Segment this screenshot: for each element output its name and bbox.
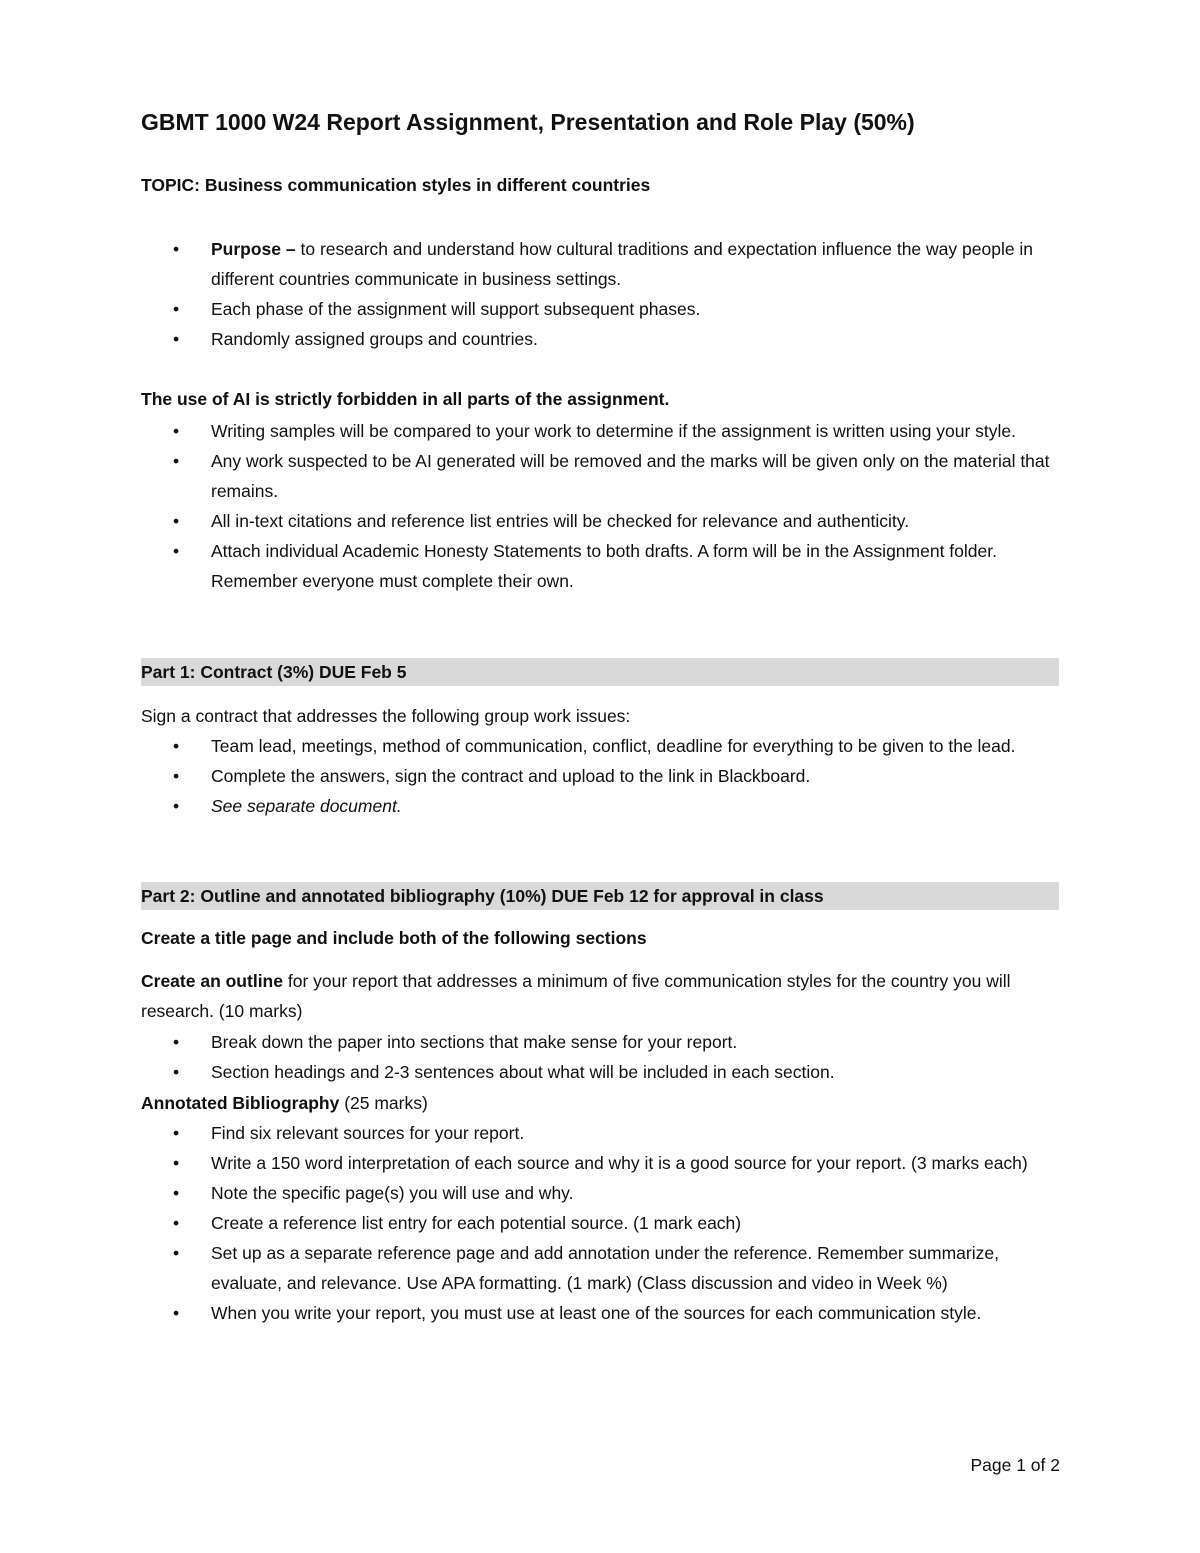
list-item-text: Any work suspected to be AI generated will be removed and the marks will be given only on the material that remains. bbox=[211, 451, 1050, 501]
part1-intro: Sign a contract that addresses the following group work issues: bbox=[141, 706, 631, 726]
part2-heading-bar bbox=[141, 882, 1059, 910]
bullet-icon: • bbox=[173, 1303, 180, 1323]
ai-policy-heading: The use of AI is strictly forbidden in all parts of the assignment. bbox=[141, 389, 670, 409]
list-item bbox=[141, 1238, 1059, 1298]
bullet-icon: • bbox=[173, 299, 180, 319]
list-item bbox=[141, 1148, 1059, 1178]
list-item-text: Team lead, meetings, method of communication, conflict, deadline for everything to be given to the lead. bbox=[211, 736, 1016, 756]
outline-bullet-list bbox=[141, 1027, 1059, 1087]
list-item bbox=[141, 791, 1059, 821]
list-item-text: When you write your report, you must use at least one of the sources for each communication style. bbox=[211, 1303, 982, 1323]
list-item bbox=[141, 1208, 1059, 1238]
bullet-icon: • bbox=[173, 511, 180, 531]
list-item-text: Randomly assigned groups and countries. bbox=[211, 329, 538, 349]
bullet-icon: • bbox=[173, 1062, 180, 1082]
list-item bbox=[141, 761, 1059, 791]
bullet-icon: • bbox=[173, 1032, 180, 1052]
outline-text: for your report that addresses a minimum of five communication styles for the country you will research. (10 marks) bbox=[141, 971, 1011, 1021]
document-title: GBMT 1000 W24 Report Assignment, Presentation and Role Play (50%) bbox=[141, 109, 915, 135]
list-item bbox=[141, 1298, 1059, 1328]
list-item-text: Break down the paper into sections that make sense for your report. bbox=[211, 1032, 738, 1052]
list-item-text: Section headings and 2-3 sentences about what will be included in each section. bbox=[211, 1062, 835, 1082]
bullet-icon: • bbox=[173, 451, 180, 471]
list-item bbox=[141, 731, 1059, 761]
list-item-text: Write a 150 word interpretation of each source and why it is a good source for your report. (3 marks each) bbox=[211, 1153, 1028, 1173]
list-item-text: Find six relevant sources for your report. bbox=[211, 1123, 525, 1143]
outline-label: Create an outline bbox=[141, 971, 283, 991]
list-item-text: Writing samples will be compared to your work to determine if the assignment is written using your style. bbox=[211, 421, 1017, 441]
part1-heading: Part 1: Contract (3%) DUE Feb 5 bbox=[141, 662, 407, 682]
list-item bbox=[141, 324, 1059, 354]
bullet-icon: • bbox=[173, 1123, 180, 1143]
part2-heading: Part 2: Outline and annotated bibliography (10%) DUE Feb 12 for approval in class bbox=[141, 886, 824, 906]
bullet-icon: • bbox=[173, 736, 180, 756]
ai-policy-bullet-list bbox=[141, 416, 1059, 596]
list-item-text: Create a reference list entry for each potential source. (1 mark each) bbox=[211, 1213, 742, 1233]
annotated-bibliography-label: Annotated Bibliography bbox=[141, 1093, 340, 1113]
list-item bbox=[141, 234, 1059, 294]
annotated-bibliography-paragraph bbox=[141, 1088, 1061, 1118]
list-item bbox=[141, 416, 1059, 446]
list-item bbox=[141, 1178, 1059, 1208]
bullet-icon: • bbox=[173, 1183, 180, 1203]
part1-heading-bar bbox=[141, 658, 1059, 686]
list-item-text: Attach individual Academic Honesty Statements to both drafts. A form will be in the Assignment folder. Remember everyone must complete their own. bbox=[211, 541, 997, 591]
bullet-icon: • bbox=[173, 1243, 180, 1263]
annotated-bibliography-bullet-list bbox=[141, 1118, 1059, 1328]
list-item-text: Note the specific page(s) you will use and why. bbox=[211, 1183, 574, 1203]
bullet-icon: • bbox=[173, 766, 180, 786]
part2-subheading: Create a title page and include both of the following sections bbox=[141, 928, 647, 948]
list-item-text: Complete the answers, sign the contract and upload to the link in Blackboard. bbox=[211, 766, 811, 786]
list-item bbox=[141, 294, 1059, 324]
bullet-icon: • bbox=[173, 329, 180, 349]
annotated-bibliography-marks: (25 marks) bbox=[339, 1093, 428, 1113]
bullet-icon: • bbox=[173, 1213, 180, 1233]
page-number: Page 1 of 2 bbox=[970, 1455, 1060, 1475]
topic-heading: TOPIC: Business communication styles in different countries bbox=[141, 175, 651, 195]
purpose-label: Purpose – bbox=[211, 239, 296, 259]
bullet-icon: • bbox=[173, 1153, 180, 1173]
list-item bbox=[141, 1027, 1059, 1057]
list-item-text: See separate document. bbox=[211, 796, 402, 816]
list-item bbox=[141, 536, 1059, 596]
list-item bbox=[141, 1118, 1059, 1148]
part1-bullet-list bbox=[141, 731, 1059, 821]
outline-paragraph bbox=[141, 966, 1061, 1026]
purpose-text: to research and understand how cultural traditions and expectation influence the way people in different countries communicate in business settings. bbox=[211, 239, 1034, 289]
bullet-icon: • bbox=[173, 541, 180, 561]
bullet-icon: • bbox=[173, 796, 180, 816]
list-item-text: Set up as a separate reference page and add annotation under the reference. Remember summarize, evaluate, and relevance. Use APA formatting. (1 mark) (Class discussion and video in Week %) bbox=[211, 1243, 999, 1293]
list-item-text: Each phase of the assignment will support subsequent phases. bbox=[211, 299, 701, 319]
list-item bbox=[141, 446, 1059, 506]
bullet-icon: • bbox=[173, 421, 180, 441]
list-item-text: All in-text citations and reference list entries will be checked for relevance and authenticity. bbox=[211, 511, 910, 531]
list-item bbox=[141, 506, 1059, 536]
list-item bbox=[141, 1057, 1059, 1087]
intro-bullet-list bbox=[141, 234, 1059, 354]
bullet-icon: • bbox=[173, 239, 180, 259]
